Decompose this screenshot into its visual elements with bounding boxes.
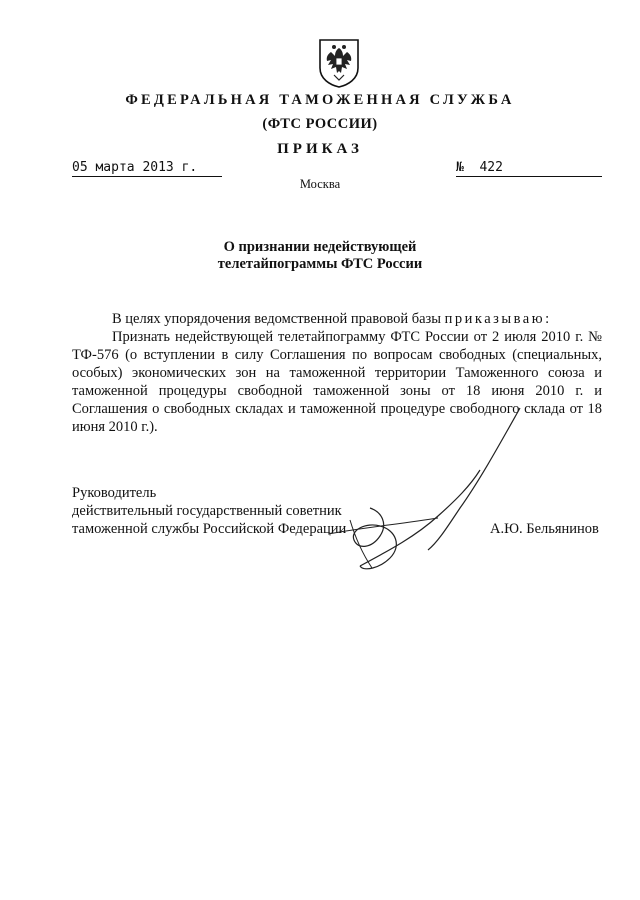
- preamble-text: В целях упорядочения ведомственной правовой базы: [112, 311, 442, 327]
- title-line-1: О признании недействующей: [223, 239, 417, 255]
- order-paragraph: Признать недействующей телетайпограмму ФТС России от 2 июля 2010 г. № ТФ-576 (о вступлении в силу Соглашения по вопросам свободных (специальных, особых) экономических зон на таможенной территории Таможенного союза и таможенной процедуры свободной таможенной зоны от 18 июня 2010 г. и Соглашения о свободных складах и таможенной процедуре свободного склада от 18 июня 2010 г.).: [72, 329, 602, 435]
- preamble-order-word: приказываю:: [444, 311, 552, 327]
- signer-name: А.Ю. Бельянинов: [490, 521, 599, 537]
- number-sign: №: [456, 160, 464, 175]
- agency-name: ФЕДЕРАЛЬНАЯ ТАМОЖЕННАЯ СЛУЖБА: [125, 92, 515, 108]
- signatory-line-3: таможенной службы Российской Федерации: [72, 521, 347, 537]
- handwritten-signature: [320, 400, 530, 590]
- order-number: 422: [479, 160, 503, 175]
- order-date: 05 марта 2013 г.: [72, 160, 222, 177]
- signatory-line-2: действительный государственный советник: [72, 503, 342, 519]
- coat-of-arms-emblem: [318, 38, 360, 88]
- signatory-line-1: Руководитель: [72, 485, 157, 501]
- document-title: [0, 239, 640, 273]
- order-number-field: [456, 160, 602, 177]
- agency-abbreviation: (ФТС РОССИИ): [262, 116, 378, 132]
- title-line-2: телетайпограммы ФТС России: [217, 256, 423, 272]
- preamble: [72, 310, 602, 328]
- document-type: ПРИКАЗ: [277, 141, 363, 157]
- city-name: Москва: [299, 177, 341, 191]
